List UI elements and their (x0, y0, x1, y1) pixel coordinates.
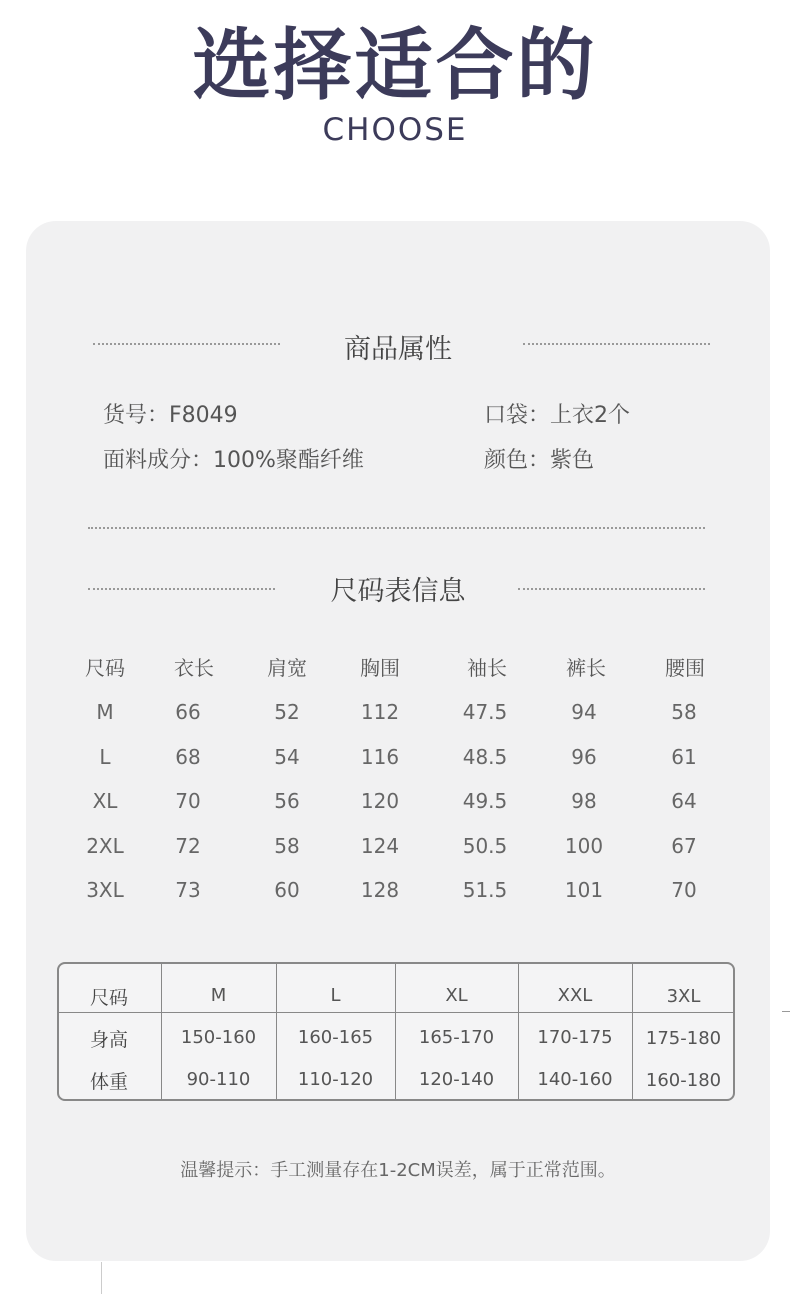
edge-line (101, 1262, 102, 1294)
size-cell: 3XL (86, 878, 124, 902)
size-cell: 98 (571, 789, 597, 813)
size-cell: 112 (360, 700, 400, 724)
size-chart-header: 腰围 (665, 656, 705, 680)
size-cell: 2XL (86, 834, 124, 858)
item-number: 货号：F8049 (103, 403, 238, 428)
size-cell: 48.5 (462, 745, 508, 769)
size-cell: 54 (274, 745, 300, 769)
size-cell: L (99, 745, 111, 769)
measurement-tip: 温馨提示：手工测量存在1-2CM误差，属于正常范围。 (180, 1160, 616, 1181)
fit-cell: 140-160 (537, 1069, 613, 1090)
size-cell: 67 (671, 834, 697, 858)
edge-mark (782, 1011, 790, 1012)
size-cell: 52 (274, 700, 300, 724)
fit-header: XL (445, 985, 468, 1006)
size-cell: 120 (360, 789, 400, 813)
size-cell: 124 (360, 834, 400, 858)
divider-dots (518, 588, 705, 590)
size-cell: 94 (571, 700, 597, 724)
fit-header: M (210, 985, 227, 1006)
size-cell: 49.5 (462, 789, 508, 813)
pocket-info: 口袋：上衣2个 (484, 403, 630, 428)
table-divider (59, 1012, 733, 1013)
size-cell: 58 (671, 700, 697, 724)
fabric-composition: 面料成分：100%聚酯纤维 (103, 448, 364, 473)
divider-dots (523, 343, 710, 345)
size-cell: 70 (175, 789, 201, 813)
size-cell: 100 (564, 834, 604, 858)
fit-header: XXL (557, 985, 593, 1006)
size-chart-header: 袖长 (467, 656, 507, 680)
size-cell: 70 (671, 878, 697, 902)
size-cell: 73 (175, 878, 201, 902)
fit-cell: 175-180 (645, 1028, 722, 1049)
size-chart-header: 尺码 (85, 656, 125, 680)
fit-table (57, 962, 735, 1101)
product-attributes-title: 商品属性 (344, 334, 452, 365)
size-chart-header: 肩宽 (267, 656, 307, 680)
color-info: 颜色：紫色 (484, 448, 595, 473)
size-cell: 50.5 (462, 834, 508, 858)
size-chart-header: 衣长 (174, 656, 214, 680)
size-cell: 96 (571, 745, 597, 769)
size-cell: 47.5 (462, 700, 508, 724)
fit-row-label: 体重 (89, 1071, 128, 1093)
fit-header: 尺码 (89, 987, 128, 1009)
size-cell: 72 (175, 834, 201, 858)
fit-cell: 160-165 (297, 1027, 374, 1048)
page-title: 选择适合的 (192, 21, 598, 111)
size-chart-header: 胸围 (360, 656, 400, 680)
size-chart-title: 尺码表信息 (330, 576, 466, 607)
size-cell: XL (92, 789, 118, 813)
fit-cell: 120-140 (418, 1069, 495, 1090)
fit-header: 3XL (666, 986, 701, 1007)
fit-cell: 165-170 (418, 1027, 495, 1048)
fit-cell: 110-120 (297, 1069, 374, 1090)
fit-cell: 150-160 (180, 1027, 257, 1048)
size-cell: 68 (175, 745, 201, 769)
size-cell: 101 (564, 878, 604, 902)
page-subtitle: CHOOSE (322, 112, 468, 148)
size-cell: 64 (671, 789, 697, 813)
size-cell: 66 (175, 700, 201, 724)
size-cell: 58 (274, 834, 300, 858)
fit-cell: 160-180 (645, 1070, 722, 1091)
size-cell: 56 (274, 789, 300, 813)
fit-header: L (330, 985, 341, 1006)
size-cell: 61 (671, 745, 697, 769)
size-cell: 128 (360, 878, 400, 902)
size-cell: M (96, 700, 114, 724)
size-cell: 51.5 (462, 878, 508, 902)
info-card (26, 221, 770, 1261)
fit-row-label: 身高 (89, 1029, 128, 1051)
size-cell: 116 (360, 745, 400, 769)
size-chart-header: 裤长 (566, 656, 606, 680)
divider-dots (88, 527, 705, 529)
fit-cell: 170-175 (537, 1027, 613, 1048)
fit-cell: 90-110 (186, 1069, 251, 1090)
size-cell: 60 (274, 878, 300, 902)
